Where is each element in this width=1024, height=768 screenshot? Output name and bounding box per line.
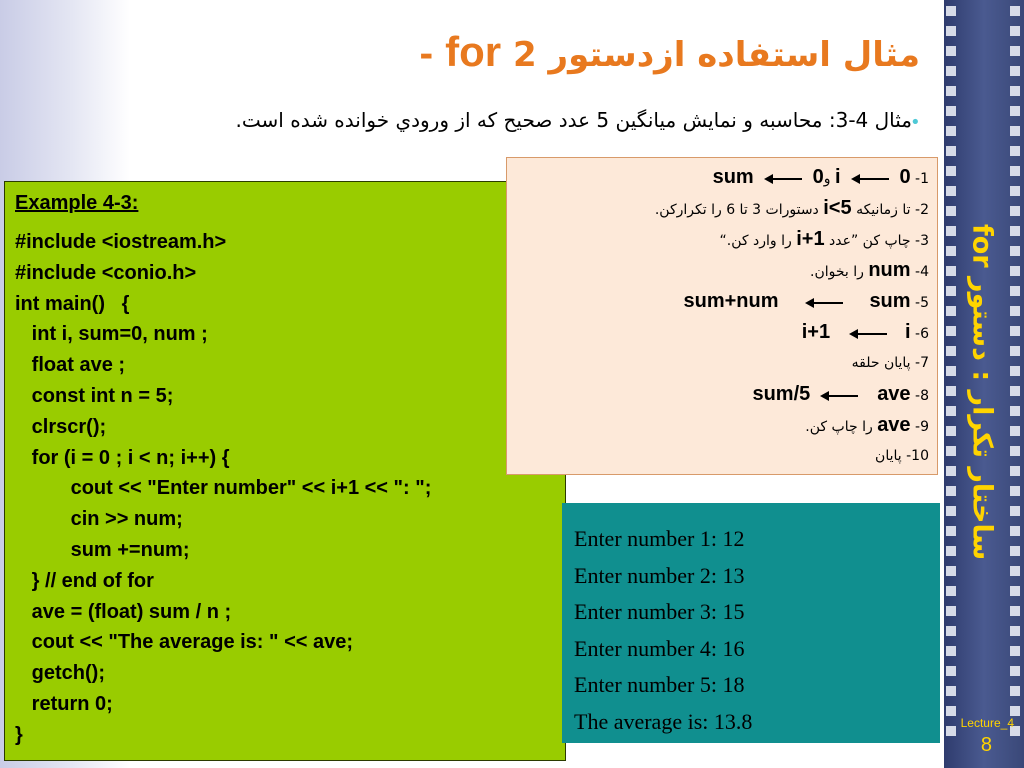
algorithm-box (506, 157, 938, 475)
step-number: 7- (915, 355, 929, 371)
code-box (4, 181, 566, 761)
algo-step-10 (515, 441, 929, 472)
step-text: پايان (875, 448, 902, 464)
step-text: را بخوان. (810, 264, 864, 280)
sidebar-square (1010, 46, 1020, 56)
lecture-label: Lecture_4 (960, 716, 1014, 730)
sidebar-square (1010, 186, 1020, 196)
step-var: ave (877, 383, 911, 405)
sidebar-square (946, 566, 956, 576)
side-title: ساختار تكرار : دستور for (966, 223, 998, 560)
step-expr: i+1 (801, 321, 831, 343)
step-text: را چاپ كن. (805, 419, 873, 435)
sidebar-square (1010, 86, 1020, 96)
sidebar-square (946, 606, 956, 616)
sidebar-square (1010, 6, 1020, 16)
sidebar-square (946, 86, 956, 96)
output-line: Enter number 2: 13 (574, 562, 745, 588)
sidebar-square (1010, 106, 1020, 116)
step-number: 1- (915, 171, 929, 187)
code-header: Example 4-3: (15, 192, 139, 214)
bullet-icon: • (910, 112, 921, 133)
step-text: را وارد كن.“ (719, 233, 792, 249)
step-number: 9- (915, 419, 929, 435)
sidebar-square (1010, 126, 1020, 136)
code-line: int main() { (15, 292, 130, 315)
algo-step-6 (515, 317, 929, 348)
step-cond: i<5 (823, 197, 852, 219)
sidebar-square (946, 46, 956, 56)
code-line: cin >> num; (15, 508, 183, 531)
code-line: #include <conio.h> (15, 261, 197, 284)
algo-step-5 (515, 286, 929, 317)
step-var: sum (869, 290, 911, 312)
step-value: 0 (812, 166, 824, 188)
code-line: } // end of for (15, 569, 154, 592)
sidebar-square (946, 666, 956, 676)
sidebar-square (946, 686, 956, 696)
step-var: num (868, 259, 911, 281)
algo-step-7 (515, 348, 929, 379)
algo-step-4 (515, 255, 929, 286)
sidebar-square (1010, 666, 1020, 676)
sidebar-square (1010, 646, 1020, 656)
arrow-left-icon (801, 296, 847, 310)
sidebar-square (946, 706, 956, 716)
output-line: The average is: 13.8 (574, 708, 753, 734)
arrow-left-icon (851, 172, 889, 186)
slide-title (380, 28, 920, 88)
code-line: float ave ; (15, 354, 126, 377)
step-number: 3- (915, 233, 929, 249)
title-arabic: مثال استفاده ازدستور (548, 35, 920, 75)
step-expr: sum/5 (752, 383, 811, 405)
step-number: 2- (915, 202, 929, 218)
sidebar-square (946, 126, 956, 136)
sidebar-square (1010, 626, 1020, 636)
subtitle: مثال 4-3: محاسبه و نمايش ميانگين 5 عدد صحيح كه از ورودي خوانده شده است. (235, 108, 912, 132)
sidebar-square (1010, 566, 1020, 576)
code-line: cout << "The average is: " << ave; (15, 631, 354, 654)
code-line: } (15, 723, 23, 746)
sidebar-square (1010, 606, 1020, 616)
code-line: return 0; (15, 692, 113, 715)
step-and: و (823, 171, 831, 187)
title-for: for (445, 28, 502, 75)
sidebar-square (946, 146, 956, 156)
arrow-left-icon (849, 327, 887, 341)
step-text: دستورات 3 تا 6 را تكراركن. (654, 202, 819, 218)
arrow-left-icon (764, 172, 802, 186)
output-line: Enter number 3: 15 (574, 599, 745, 625)
sidebar-square (946, 646, 956, 656)
code-line: getch(); (15, 662, 105, 685)
sidebar-square (1010, 706, 1020, 716)
step-number: 5- (915, 295, 929, 311)
code-line: const int n = 5; (15, 384, 174, 407)
algo-step-2 (515, 193, 929, 224)
step-text: پايان حلقه (851, 355, 911, 371)
code-line: int i, sum=0, num ; (15, 323, 208, 346)
page-number: 8 (980, 734, 992, 756)
step-var: ave (877, 414, 911, 436)
code-line: ave = (float) sum / n ; (15, 600, 232, 623)
sidebar-square (946, 106, 956, 116)
step-var: sum (712, 166, 754, 188)
output-box (562, 503, 940, 743)
sidebar-square (946, 166, 956, 176)
algo-step-1 (515, 162, 929, 193)
step-expr: i+1 (796, 228, 825, 250)
code-line: #include <iostream.h> (15, 231, 227, 253)
step-number: 4- (915, 264, 929, 280)
step-var: i (905, 321, 911, 343)
sidebar-square (1010, 66, 1020, 76)
output-line: Enter number 1: 12 (574, 526, 745, 551)
arrow-left-icon (817, 389, 861, 403)
step-number: 10- (906, 448, 929, 464)
sidebar-square (1010, 686, 1020, 696)
code-line: sum +=num; (15, 538, 190, 561)
sidebar-square (946, 626, 956, 636)
step-number: 6- (915, 326, 929, 342)
sidebar-square (946, 186, 956, 196)
sidebar-square (946, 66, 956, 76)
sidebar-square (1010, 166, 1020, 176)
code-line: cout << "Enter number" << i+1 << ": "; (15, 477, 432, 500)
sidebar-square (946, 586, 956, 596)
output-line: Enter number 4: 16 (574, 635, 745, 661)
output-line: Enter number 5: 18 (574, 672, 745, 698)
sidebar-square (1010, 586, 1020, 596)
algo-step-3 (515, 224, 929, 255)
step-var: i (834, 166, 841, 188)
step-text: چاپ كن ”عدد (829, 233, 911, 249)
sidebar-square (1010, 146, 1020, 156)
algo-step-9 (515, 410, 929, 441)
title-number: 2 - (419, 35, 537, 75)
algo-step-8 (515, 379, 929, 410)
step-text: تا زمانيكه (856, 202, 911, 218)
step-value: 0 (899, 166, 911, 188)
step-number: 8- (915, 388, 929, 404)
step-expr: sum+num (683, 290, 779, 312)
sidebar-square (946, 26, 956, 36)
code-line: for (i = 0 ; i < n; i++) { (15, 446, 230, 469)
sidebar-square (1010, 26, 1020, 36)
sidebar-square (946, 6, 956, 16)
code-line: clrscr(); (15, 415, 107, 438)
